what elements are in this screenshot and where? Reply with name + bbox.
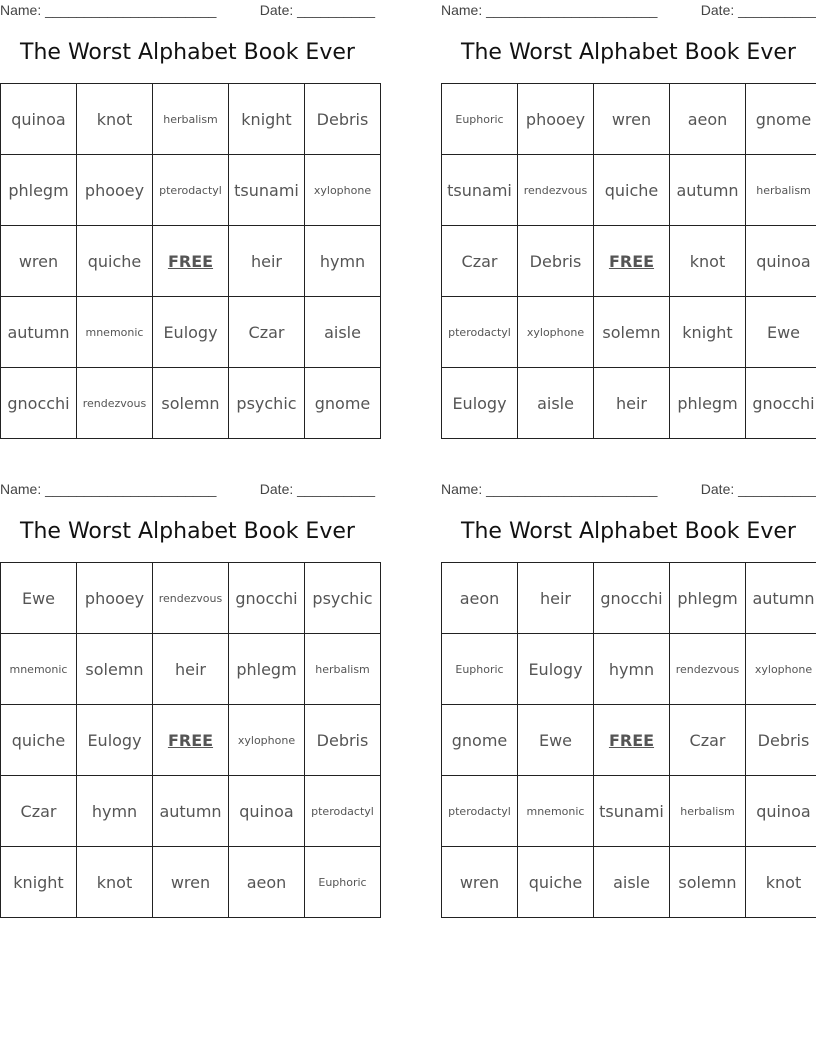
grid-cell: rendezvous <box>153 563 229 634</box>
grid-cell: quiche <box>77 226 153 297</box>
grid-cell: knot <box>670 226 746 297</box>
bingo-card-4 <box>441 479 816 913</box>
grid-cell: hymn <box>305 226 381 297</box>
grid-cell: quinoa <box>746 776 816 847</box>
grid-cell: phlegm <box>670 563 746 634</box>
grid-cell: quiche <box>1 705 77 776</box>
grid-cell: aeon <box>442 563 518 634</box>
grid-cell: gnome <box>442 705 518 776</box>
grid-cell: aisle <box>594 847 670 918</box>
grid-cell: gnome <box>746 84 816 155</box>
grid-cell: Eulogy <box>518 634 594 705</box>
card-header <box>441 479 816 499</box>
grid-row <box>442 84 816 155</box>
grid-row <box>442 297 816 368</box>
grid-row <box>1 847 381 918</box>
grid-cell: aisle <box>518 368 594 439</box>
grid-cell: Debris <box>518 226 594 297</box>
bingo-card-2 <box>441 0 816 434</box>
grid-cell: pterodactyl <box>305 776 381 847</box>
date-field: Date: __________ <box>259 481 375 497</box>
grid-row <box>442 563 816 634</box>
name-field: Name: ______________________ <box>0 481 217 497</box>
card-header <box>0 479 375 499</box>
bingo-card-1 <box>0 0 375 434</box>
bingo-grid <box>0 83 375 434</box>
grid-cell: Czar <box>1 776 77 847</box>
grid-cell: rendezvous <box>670 634 746 705</box>
grid-cell: autumn <box>670 155 746 226</box>
grid-row <box>1 563 381 634</box>
grid-cell: pterodactyl <box>442 297 518 368</box>
grid-row <box>1 368 381 439</box>
grid-cell: tsunami <box>229 155 305 226</box>
grid-cell: knight <box>229 84 305 155</box>
grid-cell: solemn <box>153 368 229 439</box>
grid-cell: aisle <box>305 297 381 368</box>
grid-cell: pterodactyl <box>153 155 229 226</box>
grid-cell: wren <box>1 226 77 297</box>
grid-cell: gnocchi <box>746 368 816 439</box>
grid-row <box>442 155 816 226</box>
card-header <box>0 0 375 20</box>
grid-cell: rendezvous <box>77 368 153 439</box>
grid-cell: heir <box>518 563 594 634</box>
grid-cell: autumn <box>1 297 77 368</box>
free-space-cell: FREE <box>594 705 670 776</box>
bingo-grid <box>441 83 816 434</box>
grid-cell: Ewe <box>746 297 816 368</box>
grid-cell: Debris <box>305 84 381 155</box>
grid-cell: Euphoric <box>305 847 381 918</box>
grid-cell: psychic <box>229 368 305 439</box>
name-field: Name: ______________________ <box>0 2 217 18</box>
grid-cell: solemn <box>77 634 153 705</box>
grid-cell: quinoa <box>746 226 816 297</box>
grid-cell: knight <box>1 847 77 918</box>
grid-cell: mnemonic <box>518 776 594 847</box>
grid-cell: Ewe <box>518 705 594 776</box>
grid-cell: phlegm <box>670 368 746 439</box>
grid-cell: herbalism <box>153 84 229 155</box>
grid-cell: gnome <box>305 368 381 439</box>
name-field: Name: ______________________ <box>441 481 658 497</box>
grid-row <box>1 776 381 847</box>
grid-cell: hymn <box>77 776 153 847</box>
grid-cell: tsunami <box>442 155 518 226</box>
card-title: The Worst Alphabet Book Ever <box>461 40 796 65</box>
grid-cell: gnocchi <box>594 563 670 634</box>
grid-row <box>1 155 381 226</box>
grid-cell: tsunami <box>594 776 670 847</box>
grid-row <box>1 634 381 705</box>
free-space-cell: FREE <box>594 226 670 297</box>
bingo-card-3 <box>0 479 375 913</box>
grid-cell: knot <box>77 847 153 918</box>
grid-cell: xylophone <box>518 297 594 368</box>
grid-cell: heir <box>594 368 670 439</box>
grid-cell: Euphoric <box>442 84 518 155</box>
grid-cell: pterodactyl <box>442 776 518 847</box>
grid-cell: Eulogy <box>77 705 153 776</box>
grid-cell: heir <box>153 634 229 705</box>
grid-cell: psychic <box>305 563 381 634</box>
grid-row <box>442 847 816 918</box>
grid-cell: Czar <box>442 226 518 297</box>
grid-cell: aeon <box>229 847 305 918</box>
grid-cell: quinoa <box>1 84 77 155</box>
grid-cell: xylophone <box>746 634 816 705</box>
date-field: Date: __________ <box>700 2 816 18</box>
grid-row <box>1 705 381 776</box>
bingo-grid <box>0 562 375 913</box>
grid-cell: wren <box>594 84 670 155</box>
grid-row <box>442 634 816 705</box>
grid-cell: hymn <box>594 634 670 705</box>
grid-cell: mnemonic <box>77 297 153 368</box>
grid-cell: Czar <box>229 297 305 368</box>
grid-row <box>442 776 816 847</box>
grid-cell: Euphoric <box>442 634 518 705</box>
grid-cell: mnemonic <box>1 634 77 705</box>
grid-cell: aeon <box>670 84 746 155</box>
grid-cell: wren <box>442 847 518 918</box>
date-field: Date: __________ <box>259 2 375 18</box>
grid-cell: herbalism <box>670 776 746 847</box>
free-space-cell: FREE <box>153 226 229 297</box>
grid-row <box>1 226 381 297</box>
grid-cell: quiche <box>594 155 670 226</box>
grid-cell: Debris <box>746 705 816 776</box>
grid-cell: phlegm <box>229 634 305 705</box>
grid-cell: Eulogy <box>442 368 518 439</box>
grid-cell: phooey <box>77 155 153 226</box>
grid-cell: phlegm <box>1 155 77 226</box>
card-title: The Worst Alphabet Book Ever <box>20 519 355 544</box>
card-header <box>441 0 816 20</box>
date-field: Date: __________ <box>700 481 816 497</box>
grid-row <box>442 368 816 439</box>
grid-row <box>1 84 381 155</box>
grid-cell: Czar <box>670 705 746 776</box>
free-space-cell: FREE <box>153 705 229 776</box>
grid-row <box>442 226 816 297</box>
grid-cell: phooey <box>518 84 594 155</box>
grid-cell: xylophone <box>305 155 381 226</box>
grid-cell: gnocchi <box>1 368 77 439</box>
grid-cell: heir <box>229 226 305 297</box>
grid-row <box>442 705 816 776</box>
card-title: The Worst Alphabet Book Ever <box>461 519 796 544</box>
grid-cell: knot <box>746 847 816 918</box>
name-field: Name: ______________________ <box>441 2 658 18</box>
grid-cell: herbalism <box>305 634 381 705</box>
grid-cell: quiche <box>518 847 594 918</box>
grid-cell: solemn <box>594 297 670 368</box>
grid-cell: Ewe <box>1 563 77 634</box>
card-title: The Worst Alphabet Book Ever <box>20 40 355 65</box>
grid-cell: solemn <box>670 847 746 918</box>
grid-cell: autumn <box>746 563 816 634</box>
grid-cell: autumn <box>153 776 229 847</box>
grid-cell: wren <box>153 847 229 918</box>
grid-row <box>1 297 381 368</box>
grid-cell: herbalism <box>746 155 816 226</box>
grid-cell: phooey <box>77 563 153 634</box>
grid-cell: quinoa <box>229 776 305 847</box>
bingo-grid <box>441 562 816 913</box>
grid-cell: rendezvous <box>518 155 594 226</box>
grid-cell: Debris <box>305 705 381 776</box>
grid-cell: Eulogy <box>153 297 229 368</box>
grid-cell: gnocchi <box>229 563 305 634</box>
grid-cell: knight <box>670 297 746 368</box>
grid-cell: xylophone <box>229 705 305 776</box>
grid-cell: knot <box>77 84 153 155</box>
